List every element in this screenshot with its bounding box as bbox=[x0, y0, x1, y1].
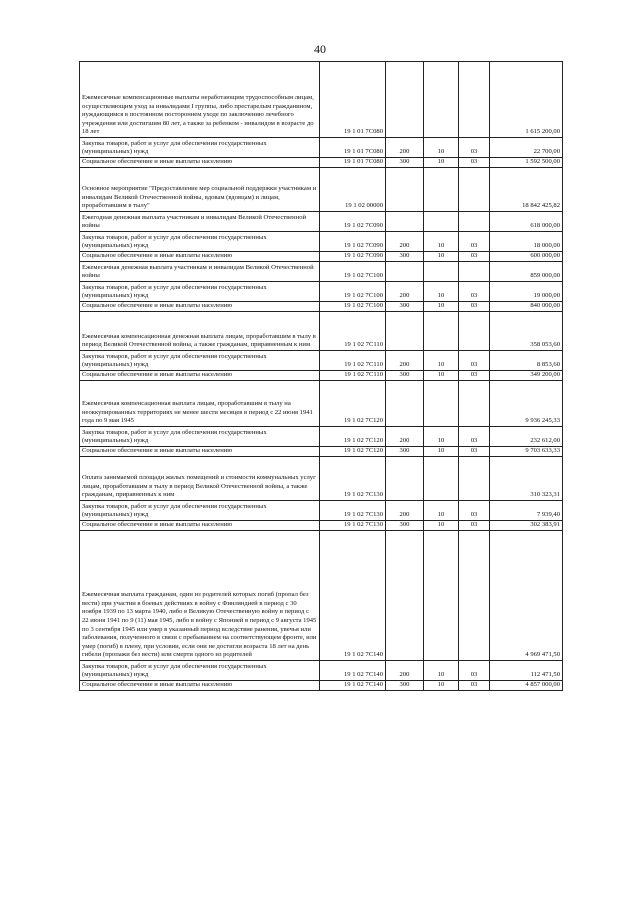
amount: 859 000,00 bbox=[490, 262, 563, 282]
table-row bbox=[80, 212, 563, 232]
section-code: 10 bbox=[424, 521, 459, 531]
subsection-code: 03 bbox=[459, 138, 490, 158]
table-row bbox=[80, 232, 563, 252]
table-row bbox=[80, 252, 563, 262]
item-description: Основное мероприятие "Предоставление мер социальной поддержки участникам и инвалидам Великой Отечественной войны, вдовам (вдовцам) и лицам, проработавшим в тылу" bbox=[80, 168, 320, 212]
amount: 232 612,00 bbox=[490, 427, 563, 447]
item-description: Ежемесячная компенсационная выплата лицам, проработавшим в тылу на неоккупированных территориях не менее шести месяцев в период с 22 июня 1941 года по 9 мая 1945 bbox=[80, 381, 320, 427]
section-code: 10 bbox=[424, 232, 459, 252]
amount: 22 700,00 bbox=[490, 138, 563, 158]
amount: 4 857 000,00 bbox=[490, 681, 563, 691]
expense-type-code: 300 bbox=[386, 681, 424, 691]
table-row bbox=[80, 158, 563, 168]
amount: 8 853,60 bbox=[490, 351, 563, 371]
table-row bbox=[80, 138, 563, 158]
table-row bbox=[80, 312, 563, 351]
table-row bbox=[80, 661, 563, 681]
table-row bbox=[80, 262, 563, 282]
amount: 4 969 471,50 bbox=[490, 531, 563, 661]
item-description: Закупка товаров, работ и услуг для обеспечения государственных (муниципальных) нужд bbox=[80, 232, 320, 252]
subsection-code: 03 bbox=[459, 501, 490, 521]
amount: 18 842 425,82 bbox=[490, 168, 563, 212]
expense-type-code: 300 bbox=[386, 158, 424, 168]
amount: 302 383,91 bbox=[490, 521, 563, 531]
amount: 7 939,40 bbox=[490, 501, 563, 521]
target-article-code: 19 1 02 7С090 bbox=[320, 232, 386, 252]
item-description: Социальное обеспечение и иные выплаты населению bbox=[80, 302, 320, 312]
table-row bbox=[80, 351, 563, 371]
item-description: Социальное обеспечение и иные выплаты населению bbox=[80, 371, 320, 381]
subsection-code: 03 bbox=[459, 282, 490, 302]
section-code: 10 bbox=[424, 447, 459, 457]
expense-type-code: 200 bbox=[386, 138, 424, 158]
target-article-code: 19 1 02 7С110 bbox=[320, 351, 386, 371]
section-code: 10 bbox=[424, 681, 459, 691]
table-row bbox=[80, 531, 563, 661]
item-description: Закупка товаров, работ и услуг для обеспечения государственных (муниципальных) нужд bbox=[80, 138, 320, 158]
section-code: 10 bbox=[424, 252, 459, 262]
target-article-code: 19 1 02 7С110 bbox=[320, 312, 386, 351]
expense-type-code: 300 bbox=[386, 302, 424, 312]
expense-type-code bbox=[386, 457, 424, 501]
expense-type-code: 200 bbox=[386, 661, 424, 681]
expense-type-code: 200 bbox=[386, 351, 424, 371]
section-code bbox=[424, 262, 459, 282]
table-row bbox=[80, 168, 563, 212]
item-description: Закупка товаров, работ и услуг для обеспечения государственных (муниципальных) нужд bbox=[80, 351, 320, 371]
subsection-code: 03 bbox=[459, 351, 490, 371]
item-description: Социальное обеспечение и иные выплаты населению bbox=[80, 447, 320, 457]
item-description: Ежемесячная денежная выплата участникам и инвалидам Великой Отечественной войны bbox=[80, 262, 320, 282]
target-article-code: 19 1 01 7С080 bbox=[320, 158, 386, 168]
expense-type-code: 200 bbox=[386, 282, 424, 302]
amount: 18 000,00 bbox=[490, 232, 563, 252]
expense-type-code bbox=[386, 312, 424, 351]
amount: 358 053,60 bbox=[490, 312, 563, 351]
table-row bbox=[80, 62, 563, 138]
target-article-code: 19 1 01 7С080 bbox=[320, 138, 386, 158]
subsection-code bbox=[459, 62, 490, 138]
target-article-code: 19 1 02 7С130 bbox=[320, 457, 386, 501]
expense-type-code bbox=[386, 168, 424, 212]
expense-type-code: 200 bbox=[386, 232, 424, 252]
item-description: Закупка товаров, работ и услуг для обеспечения государственных (муниципальных) нужд bbox=[80, 282, 320, 302]
table-row bbox=[80, 381, 563, 427]
subsection-code: 03 bbox=[459, 521, 490, 531]
section-code: 10 bbox=[424, 661, 459, 681]
expense-type-code: 300 bbox=[386, 447, 424, 457]
subsection-code: 03 bbox=[459, 661, 490, 681]
subsection-code bbox=[459, 212, 490, 232]
table-row bbox=[80, 447, 563, 457]
section-code: 10 bbox=[424, 427, 459, 447]
table-row bbox=[80, 302, 563, 312]
subsection-code bbox=[459, 168, 490, 212]
target-article-code: 19 1 02 7С120 bbox=[320, 447, 386, 457]
section-code: 10 bbox=[424, 501, 459, 521]
subsection-code bbox=[459, 457, 490, 501]
target-article-code: 19 1 02 7С100 bbox=[320, 262, 386, 282]
item-description: Социальное обеспечение и иные выплаты населению bbox=[80, 252, 320, 262]
amount: 349 200,00 bbox=[490, 371, 563, 381]
item-description: Социальное обеспечение и иные выплаты населению bbox=[80, 681, 320, 691]
section-code: 10 bbox=[424, 351, 459, 371]
budget-table bbox=[79, 61, 563, 691]
item-description: Ежемесячные компенсационные выплаты неработающим трудоспособным лицам, осуществляющим уход за инвалидами I группы, либо престарелым гражданином, нуждающимся в постоянном постороннем уходе по заключению лечебного учреждения или достигшим 80 лет, а также за ребенком - инвалидом в возрасте до 18 лет bbox=[80, 62, 320, 138]
target-article-code: 19 1 02 7С130 bbox=[320, 521, 386, 531]
item-description: Закупка товаров, работ и услуг для обеспечения государственных (муниципальных) нужд bbox=[80, 427, 320, 447]
amount: 310 323,31 bbox=[490, 457, 563, 501]
section-code bbox=[424, 312, 459, 351]
amount: 600 000,00 bbox=[490, 252, 563, 262]
section-code: 10 bbox=[424, 158, 459, 168]
expense-type-code: 200 bbox=[386, 501, 424, 521]
amount: 112 471,50 bbox=[490, 661, 563, 681]
expense-type-code bbox=[386, 212, 424, 232]
subsection-code: 03 bbox=[459, 252, 490, 262]
amount: 9 936 245,33 bbox=[490, 381, 563, 427]
amount: 840 000,00 bbox=[490, 302, 563, 312]
item-description: Ежемесячная компенсационная денежная выплата лицам, проработавшим в тылу в период Великой Отечественной войны, а также гражданам, приравненным к ним bbox=[80, 312, 320, 351]
section-code bbox=[424, 457, 459, 501]
budget-table-body bbox=[80, 62, 563, 691]
section-code bbox=[424, 212, 459, 232]
expense-type-code bbox=[386, 531, 424, 661]
table-row bbox=[80, 457, 563, 501]
page-number: 40 bbox=[314, 42, 326, 56]
table-row bbox=[80, 501, 563, 521]
target-article-code: 19 1 02 7С140 bbox=[320, 661, 386, 681]
expense-type-code: 300 bbox=[386, 371, 424, 381]
target-article-code: 19 1 02 7С140 bbox=[320, 531, 386, 661]
item-description: Социальное обеспечение и иные выплаты населению bbox=[80, 158, 320, 168]
table-row bbox=[80, 371, 563, 381]
table-row bbox=[80, 681, 563, 691]
target-article-code: 19 1 02 7С120 bbox=[320, 381, 386, 427]
table-row bbox=[80, 521, 563, 531]
amount: 19 000,00 bbox=[490, 282, 563, 302]
table-row bbox=[80, 282, 563, 302]
target-article-code: 19 1 02 7С130 bbox=[320, 501, 386, 521]
subsection-code bbox=[459, 262, 490, 282]
expense-type-code bbox=[386, 262, 424, 282]
target-article-code: 19 1 02 7С090 bbox=[320, 252, 386, 262]
item-description: Ежемесячная выплата гражданам, один из родителей которых погиб (пропал без вести) при участии в боевых действиях в войну с Финляндией в период с 30 ноября 1939 по 13 марта 1940, либо в Великую Отечественную войну в период с 22 июня 1941 по 9 (11) мая 1945, либо в войну с Японией в период с 9 августа 1945 по 3 сентября 1945 или умер в указанный период вследствие ранения, увечья или заболевания, полученного в связи с пребыванием на соответствующем фронте, или умер (погиб) в плену, при условии, если они не достигли возраста 18 лет на день гибели (пропажи без вести) или смерти одного из родителей bbox=[80, 531, 320, 661]
section-code: 10 bbox=[424, 138, 459, 158]
amount: 1 615 200,00 bbox=[490, 62, 563, 138]
subsection-code: 03 bbox=[459, 427, 490, 447]
section-code bbox=[424, 62, 459, 138]
expense-type-code: 300 bbox=[386, 521, 424, 531]
section-code: 10 bbox=[424, 282, 459, 302]
item-description: Ежегодная денежная выплата участникам и инвалидам Великой Отечественной войны bbox=[80, 212, 320, 232]
section-code bbox=[424, 168, 459, 212]
section-code bbox=[424, 381, 459, 427]
section-code: 10 bbox=[424, 302, 459, 312]
target-article-code: 19 1 02 7С100 bbox=[320, 282, 386, 302]
subsection-code bbox=[459, 381, 490, 427]
item-description: Оплата занимаемой площади жилых помещений и стоимости коммунальных услуг лицам, проработавшим в тылу в период Великой Отечественной войны, а также гражданам, приравненных к ним bbox=[80, 457, 320, 501]
target-article-code: 19 1 02 7С140 bbox=[320, 681, 386, 691]
target-article-code: 19 1 02 7С100 bbox=[320, 302, 386, 312]
expense-type-code: 300 bbox=[386, 252, 424, 262]
subsection-code bbox=[459, 312, 490, 351]
item-description: Социальное обеспечение и иные выплаты населению bbox=[80, 521, 320, 531]
target-article-code: 19 1 02 7С120 bbox=[320, 427, 386, 447]
section-code bbox=[424, 531, 459, 661]
subsection-code: 03 bbox=[459, 158, 490, 168]
subsection-code: 03 bbox=[459, 371, 490, 381]
subsection-code bbox=[459, 531, 490, 661]
expense-type-code bbox=[386, 62, 424, 138]
target-article-code: 19 1 01 7С080 bbox=[320, 62, 386, 138]
amount: 1 592 500,00 bbox=[490, 158, 563, 168]
subsection-code: 03 bbox=[459, 302, 490, 312]
amount: 618 000,00 bbox=[490, 212, 563, 232]
subsection-code: 03 bbox=[459, 681, 490, 691]
item-description: Закупка товаров, работ и услуг для обеспечения государственных (муниципальных) нужд bbox=[80, 661, 320, 681]
expense-type-code: 200 bbox=[386, 427, 424, 447]
target-article-code: 19 1 02 7С110 bbox=[320, 371, 386, 381]
subsection-code: 03 bbox=[459, 232, 490, 252]
item-description: Закупка товаров, работ и услуг для обеспечения государственных (муниципальных) нужд bbox=[80, 501, 320, 521]
target-article-code: 19 1 02 7С090 bbox=[320, 212, 386, 232]
target-article-code: 19 1 02 00000 bbox=[320, 168, 386, 212]
expense-type-code bbox=[386, 381, 424, 427]
amount: 9 703 633,33 bbox=[490, 447, 563, 457]
subsection-code: 03 bbox=[459, 447, 490, 457]
section-code: 10 bbox=[424, 371, 459, 381]
table-row bbox=[80, 427, 563, 447]
